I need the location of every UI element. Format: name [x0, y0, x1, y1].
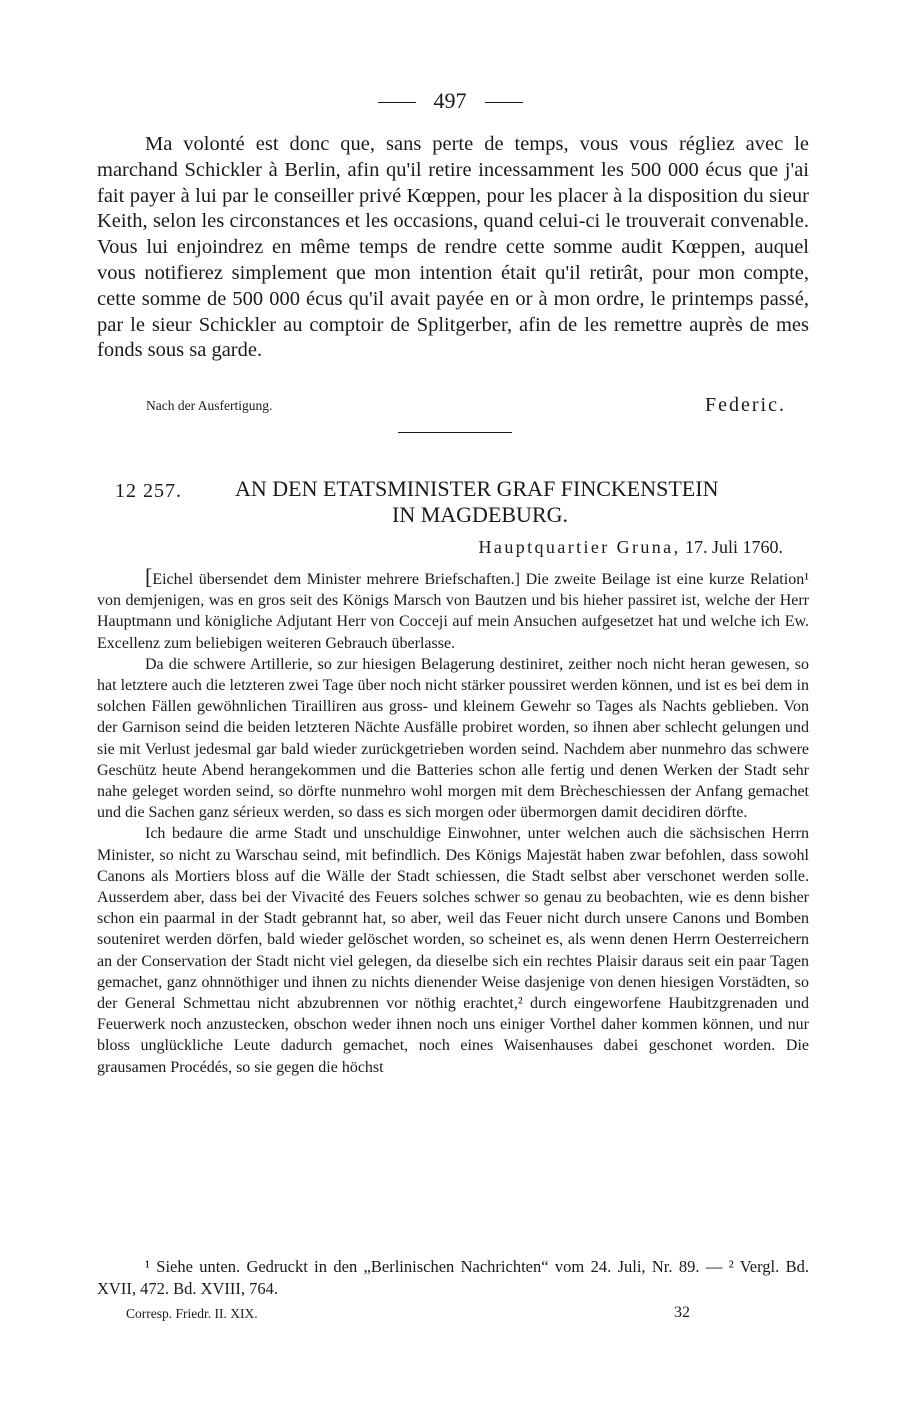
section-divider [398, 432, 512, 433]
dateline-date: 17. Juli 1760. [684, 537, 783, 557]
page-number-rule-left [378, 102, 416, 103]
page-number-text: 497 [433, 88, 467, 113]
body-paragraph-1-rest: Die zweite Beilage ist eine kurze Relation¹ von demjenigen, was en gros seit des Königs Marsch von Bautzen und bis hieher passiret ist, welche der Herr Hauptmann und königliche Adjutant Herr von Cocceji auf mein Ansuchen aufgesetzet hat und welche ich Ew. Excellenz zum beliebigen weiteren Gebrauch überlasse. [97, 571, 809, 652]
signature: Federic. [705, 394, 786, 416]
entry-body [97, 566, 809, 1078]
footer-sheet-number: 32 [674, 1304, 690, 1321]
entry-heading [115, 476, 805, 528]
footnote-text: ¹ Siehe unten. Gedruckt in den „Berlinischen Nachrichten“ vom 24. Juli, Nr. 89. — ² Vergl. Bd. XVII, 472. Bd. XVIII, 764. [97, 1257, 809, 1298]
body-paragraph-1 [97, 566, 809, 654]
letter-text [97, 132, 809, 364]
entry-title-line1: AN DEN ETATSMINISTER GRAF FINCKENSTEIN [235, 476, 719, 501]
body-paragraph-3: Ich bedaure die arme Stadt und unschuldige Einwohner, unter welchen auch die sächsischen Herrn Minister, so nicht zu Warschau seind, mit befindlich. Des Königs Majestät haben zwar befohlen, dass sowohl Canons als Mortiers bloss auf die Wälle der Stadt schiessen, die Stadt selbst aber verschonet werden solle. Ausserdem aber, dass bei der Vivacité des Feuers solches schwer so genau zu beobachten, wie es denn bisher schon ein paarmal in der Stadt gebrannt hat, so aber, weil das Feuer nicht durch unsere Canons und Bomben souteniret werden dörfen, bald wieder gelöschet worden, so scheinet es, als wenn denen Herrn Oesterreichern an der Conservation der Stadt nicht viel gelegen, da dieselbe sich ein rechtes Plaisir daraus seit ein paar Tagen gemachet, ganz ohnnöthiger und ihnen zu nichts dienender Weise dasjenige von denen hiesigen Vorstädten, so der General Schmettau nicht abzubrennen vor nöthig erachtet,² durch eingeworfene Haubitzgrenaden und Feuerwerk noch anzustecken, obschon weder ihnen noch uns einiger Vorthel daher kommen können, und nur bloss unglückliche Leute dadurch gemachet, noch eines Waisenhauses dabei geschonet worden. Die grausamen Procédés, so sie gegen die höchst [97, 825, 809, 1076]
letter-source-line [146, 394, 810, 416]
body-paragraph-2: Da die schwere Artillerie, so zur hiesigen Belagerung destiniret, zeither noch nicht heran gewesen, so hat letztere auch die letzteren zwei Tage über noch nicht stärker poussiret werden können, und ist es bei dem in solchen Fällen gewöhnlichen Tirailliren aus gross- und kleinem Gewehr so Tages als Nachts geblieben. Von der Garnison seind die beiden letzteren Nächte Ausfälle probiret worden, so ihnen aber schlecht gelungen und sie mit Verlust jedesmal gar bald wieder zurückgetrieben worden seind. Nachdem aber nunmehro das schwere Geschütz heute Abend herangekommen und die Batteries schon alle fertig und denen Werken der Stadt sehr nahe geleget worden seind, so dörfte nunmehro wohl morgen mit dem Brècheschiessen der Anfang gemachet und die Sachen ganz sérieux werden, so dass es sich morgen oder übermorgen damit decidiren dörfte. [97, 655, 809, 822]
source-note: Nach der Ausfertigung. [146, 398, 273, 413]
dateline-place: Hauptquartier Gruna, [478, 537, 681, 557]
entry-title-line2: IN MAGDEBURG. [392, 502, 568, 527]
page-number-rule-right [485, 102, 523, 103]
page-footer [126, 1306, 706, 1322]
footnotes [97, 1256, 809, 1300]
entry-number: 12 257. [115, 480, 182, 502]
dateline [300, 537, 783, 558]
footer-series: Corresp. Friedr. II. XIX. [126, 1306, 258, 1321]
page-number [0, 88, 900, 114]
letter-paragraph: Ma volonté est donc que, sans perte de temps, vous vous régliez avec le marchand Schickler à Berlin, afin qu'il retire incessamment les 500 000 écus que j'ai fait payer à lui par le conseiller privé Kœppen, pour les placer à la disposition du sieur Keith, selon les circonstances et les occasions, quand celui-ci le trouverait convenable. Vous lui enjoindrez en même temps de rendre cette somme audit Kœppen, auquel vous notifierez simplement que mon intention était qu'il retirât, pour mon compte, cette somme de 500 000 écus qu'il avait payée en or à mon ordre, le printemps passé, par le sieur Schickler au comptoir de Splitgerber, afin de les remettre auprès de mes fonds sous sa garde. [97, 133, 809, 362]
editorial-summary: Eichel übersendet dem Minister mehrere Briefschaften.] [152, 571, 521, 588]
bracket-open: [ [145, 564, 153, 589]
